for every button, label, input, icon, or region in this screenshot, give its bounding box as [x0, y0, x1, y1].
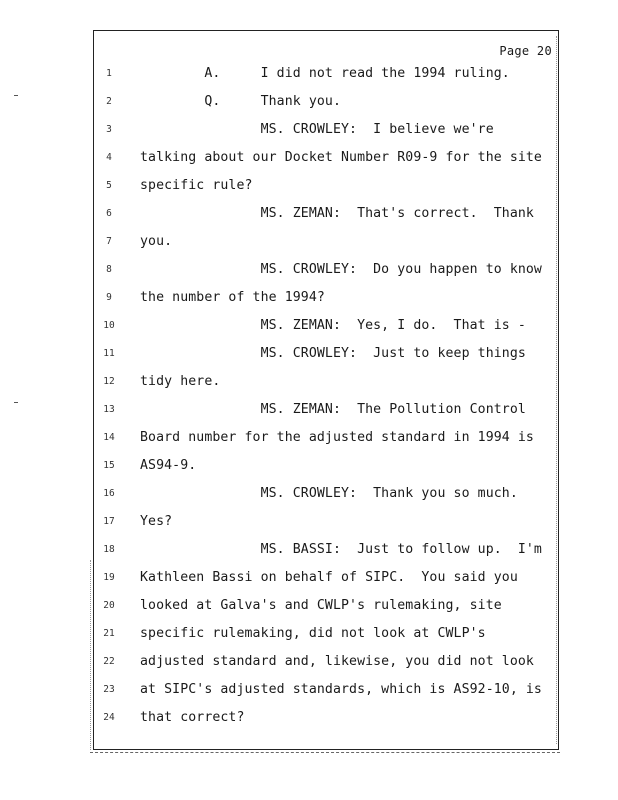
line-number: 4 [106, 152, 112, 163]
margin-tick-middle [14, 402, 18, 403]
line-number: 23 [103, 684, 115, 695]
line-number: 24 [103, 712, 115, 723]
line-number: 5 [106, 180, 112, 191]
page-number-label: Page 20 [499, 44, 552, 58]
line-number: 17 [103, 516, 115, 527]
line-number: 9 [106, 292, 112, 303]
transcript-line: MS. CROWLEY: Do you happen to know [140, 262, 542, 277]
transcript-line: adjusted standard and, likewise, you did not look [140, 654, 534, 669]
left-margin-rule [90, 560, 92, 750]
transcript-line: the number of the 1994? [140, 290, 325, 305]
line-number: 3 [106, 124, 112, 135]
transcript-line: Kathleen Bassi on behalf of SIPC. You said you [140, 570, 518, 585]
transcript-line: specific rulemaking, did not look at CWLP's [140, 626, 486, 641]
margin-tick-top [14, 95, 18, 96]
line-number: 15 [103, 460, 115, 471]
line-number: 14 [103, 432, 115, 443]
line-number: 11 [103, 348, 115, 359]
line-number: 7 [106, 236, 112, 247]
right-margin-rule [556, 36, 558, 744]
transcript-line: MS. CROWLEY: I believe we're [140, 122, 494, 137]
transcript-line: Board number for the adjusted standard in 1994 is [140, 430, 534, 445]
line-number: 1 [106, 68, 112, 79]
transcript-line: AS94-9. [140, 458, 197, 473]
line-number: 18 [103, 544, 115, 555]
transcript-line: MS. ZEMAN: Yes, I do. That is - [140, 318, 526, 333]
line-number: 16 [103, 488, 115, 499]
transcript-line: MS. ZEMAN: That's correct. Thank [140, 206, 534, 221]
transcript-line: MS. ZEMAN: The Pollution Control [140, 402, 526, 417]
line-number: 10 [103, 320, 115, 331]
transcript-line: tidy here. [140, 374, 221, 389]
transcript-line: Q. Thank you. [140, 94, 341, 109]
line-number: 19 [103, 572, 115, 583]
line-number: 6 [106, 208, 112, 219]
transcript-line: looked at Galva's and CWLP's rulemaking, site [140, 598, 502, 613]
transcript-line: MS. BASSI: Just to follow up. I'm [140, 542, 542, 557]
transcript-line: that correct? [140, 710, 245, 725]
transcript-line: Yes? [140, 514, 173, 529]
transcript-line: MS. CROWLEY: Just to keep things [140, 346, 526, 361]
line-number: 20 [103, 600, 115, 611]
line-number: 2 [106, 96, 112, 107]
line-number: 22 [103, 656, 115, 667]
line-number: 8 [106, 264, 112, 275]
transcript-page-frame [93, 30, 559, 750]
line-number: 13 [103, 404, 115, 415]
transcript-line: specific rule? [140, 178, 253, 193]
transcript-line: A. I did not read the 1994 ruling. [140, 66, 510, 81]
transcript-line: you. [140, 234, 173, 249]
transcript-line: MS. CROWLEY: Thank you so much. [140, 486, 518, 501]
transcript-line: at SIPC's adjusted standards, which is AS92-10, is [140, 682, 542, 697]
line-number: 12 [103, 376, 115, 387]
transcript-line: talking about our Docket Number R09-9 for the site [140, 150, 542, 165]
line-number: 21 [103, 628, 115, 639]
